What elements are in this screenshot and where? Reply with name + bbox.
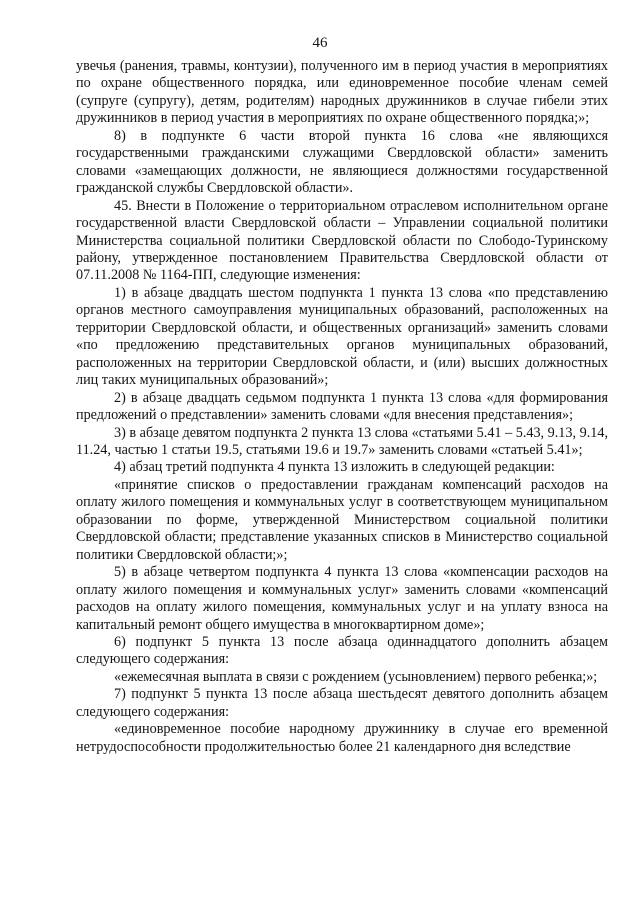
paragraph-item-6: 6) подпункт 5 пункта 13 после абзаца одиннадцатого дополнить абзацем следующего содержания: [76,633,608,668]
paragraph-quote-item-4: «принятие списков о предоставлении гражданам компенсаций расходов на оплату жилого помещения и коммунальных услуг в соответствующем муниципальном образовании по форме, утвержденной Министерством социальной политики Свердловской области; представление указанных списков в Министерство социальной политики Свердловской области;»; [76,476,608,563]
paragraph-item-5: 5) в абзаце четвертом подпункта 4 пункта 13 слова «компенсации расходов на оплату жилого помещения и коммунальных услуг» заменить словами «компенсаций расходов на оплату жилого помещения, коммунальных услуг и на уплату взноса на капитальный ремонт общего имущества в многоквартирном доме»; [76,564,608,633]
paragraph-section-45: 45. Внести в Положение о территориальном отраслевом исполнительном органе государственной власти Свердловской области – Управлении социальной политики Министерства социальной политики Свердловской области по Слободо-Туринскому району, утвержденное постановлением Правительства Свердловской области от 07.11.2008 № 1164-ПП, следующие изменения: [76,197,608,284]
paragraph-item-3: 3) в абзаце девятом подпункта 2 пункта 13 слова «статьями 5.41 – 5.43, 9.13, 9.14, 11.24, частью 1 статьи 19.5, статьями 19.6 и 19.7» заменить словами «статьей 5.41»; [76,424,608,458]
paragraph-item-8: 8) в подпункте 6 части второй пункта 16 слова «не являющихся государственными гражданскими служащими Свердловской области» заменить словами «замещающих должности, не являющиеся должностями государственной гражданской службы Свердловской области». [76,127,608,197]
paragraph-item-7: 7) подпункт 5 пункта 13 после абзаца шестьдесят девятого дополнить абзацем следующего содержания: [76,686,608,720]
paragraph-item-4: 4) абзац третий подпункта 4 пункта 13 изложить в следующей редакции: [114,459,555,476]
paragraph-item-2: 2) в абзаце двадцать седьмом подпункта 1 пункта 13 слова «для формирования предложений о представлении» заменить словами «для внесения представления»; [76,389,608,424]
paragraph-continuation: увечья (ранения, травмы, контузии), полученного им в период участия в мероприятиях по охране общественного порядка, или единовременное пособие членам семей (супруге (супругу), детям, родителям) народных дружинников в случае гибели этих дружинников в период участия в мероприятиях по охране общественного порядка;»; [76,58,608,127]
page-number: 46 [312,35,328,51]
paragraph-quote-item-7: «единовременное пособие народному дружиннику в случае его временной нетрудоспособности продолжительностью более 21 календарного дня вследствие [76,721,608,755]
paragraph-item-1: 1) в абзаце двадцать шестом подпункта 1 пункта 13 слова «по представлению органов местного самоуправления муниципальных образований, расположенных на территории Свердловской области, и общественных организаций» заменить словами «по предложению представительных органов муниципальных образований, расположенных на территории Свердловской области, и (или) высших должностных лиц таких муниципальных образований»; [76,284,608,389]
paragraph-quote-item-6: «ежемесячная выплата в связи с рождением (усыновлением) первого ребенка;»; [114,668,598,685]
document-body [76,58,608,756]
